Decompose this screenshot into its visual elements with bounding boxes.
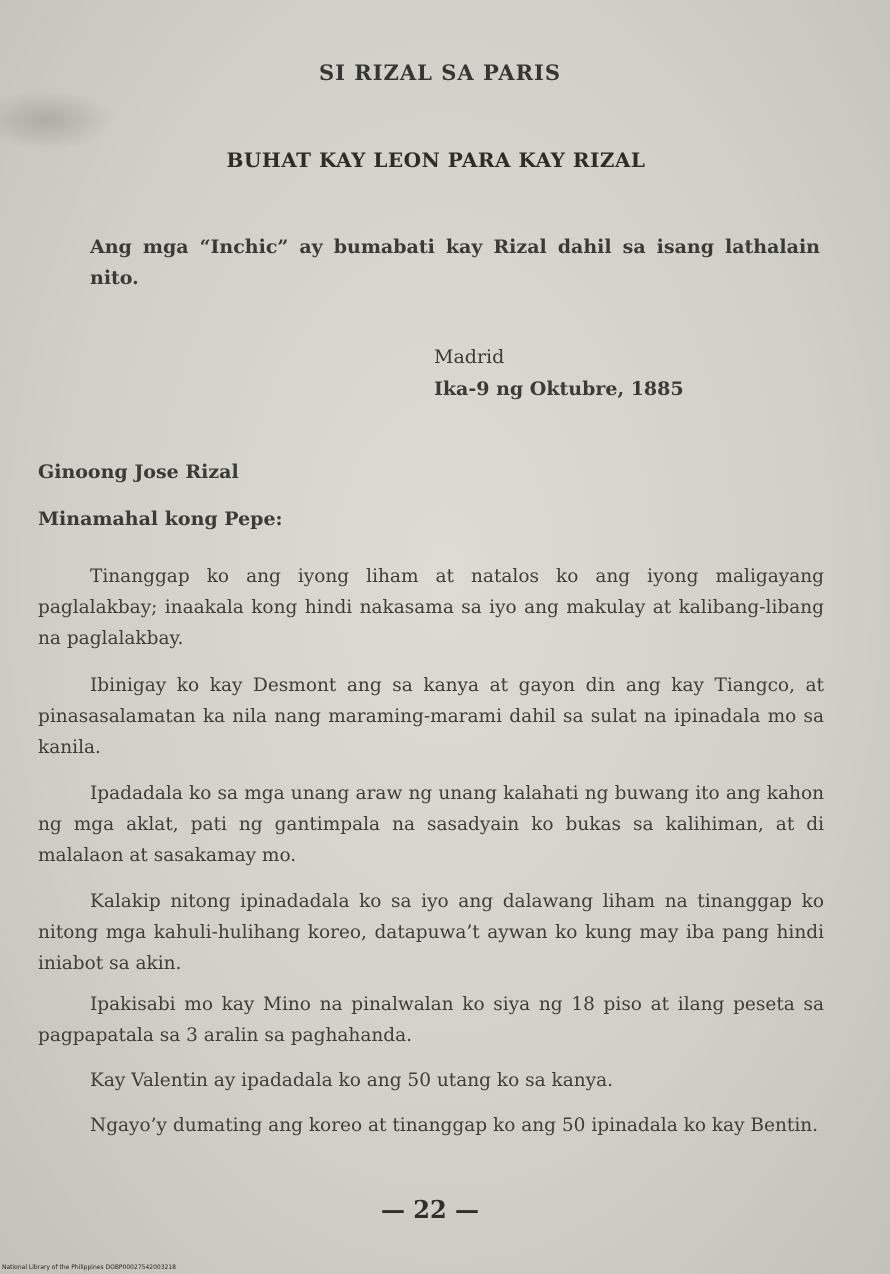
letter-title: BUHAT KAY LEON PARA KAY RIZAL [226, 148, 646, 172]
page-number: — 22 — [380, 1195, 480, 1224]
body-paragraph: Ngayo’y dumating ang koreo at tinanggap ko ang 50 ipinadala ko kay Bentin. [90, 1115, 819, 1136]
body-paragraph: Ibinigay ko kay Desmont ang sa kanya at gayon din ang kay Tiangco, at pinasasalamatan ka nila nang maraming-marami dahil sa sulat na ipinadala mo sa kanila. [38, 675, 824, 758]
page-smudge [0, 90, 115, 150]
addressee: Ginoong Jose Rizal [38, 461, 239, 483]
body-paragraph: Tinanggap ko ang iyong liham at natalos ko ang iyong maligayang paglalakbay; inaakala kong hindi nakasama sa iyo ang makulay at kalibang-libang na paglalakbay. [38, 566, 824, 649]
footer-credit: National Library of the Philippines DOBP00027542003218 [2, 1264, 176, 1271]
salutation: Minamahal kong Pepe: [38, 508, 283, 530]
dateline-date: Ika-9 ng Oktubre, 1885 [434, 378, 684, 400]
body-paragraph: Ipakisabi mo kay Mino na pinalwalan ko siya ng 18 piso at ilang peseta sa pagpapatala sa 3 aralin sa paghahanda. [38, 994, 824, 1046]
dateline-place: Madrid [434, 346, 505, 368]
body-paragraph: Kalakip nitong ipinadadala ko sa iyo ang dalawang liham na tinanggap ko nitong mga kahuli-hulihang koreo, datapuwa’t aywan ko kung may iba pang hindi iniabot sa akin. [38, 891, 824, 974]
body-paragraph: Kay Valentin ay ipadadala ko ang 50 utang ko sa kanya. [90, 1070, 614, 1091]
running-head: SI RIZAL SA PARIS [318, 60, 562, 85]
body-paragraph: Ipadadala ko sa mga unang araw ng unang kalahati ng buwang ito ang kahon ng mga aklat, pati ng gantimpala na sasadyain ko bukas sa kalihiman, at di malalaon at sasakamay mo. [38, 783, 824, 866]
intro-note: Ang mga “Inchic” ay bumabati kay Rizal dahil sa isang lathalain nito. [90, 236, 820, 289]
